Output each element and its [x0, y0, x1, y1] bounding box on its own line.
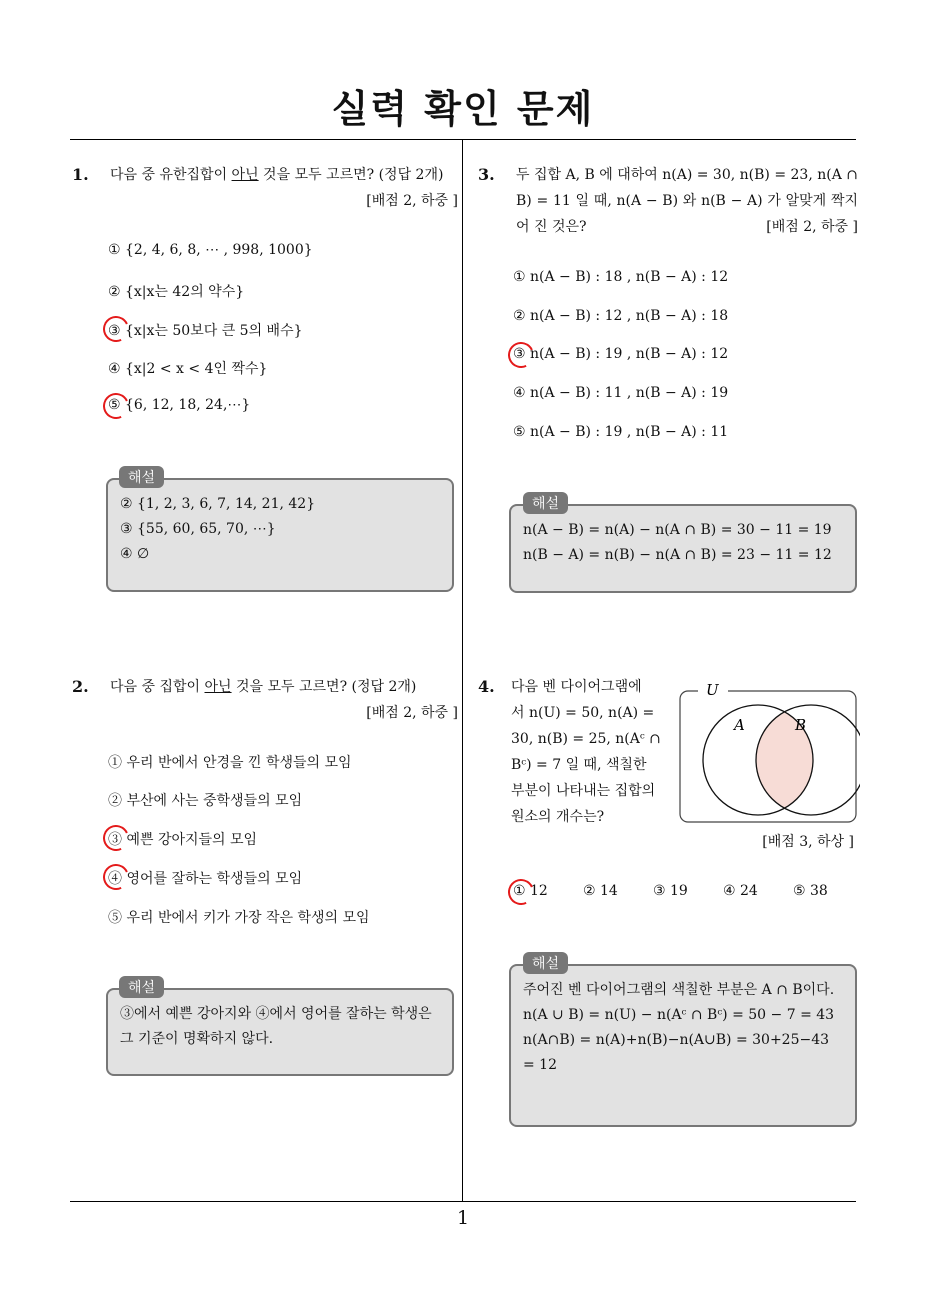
choice-5[interactable]: ⑤ 우리 반에서 키가 가장 작은 학생의 모임	[108, 910, 370, 926]
question-number: 2.	[72, 677, 89, 696]
set-b-label: B	[795, 716, 807, 734]
question-3	[478, 162, 858, 240]
choice-2[interactable]: ② {x|x는 42의 약수}	[108, 284, 245, 300]
explanation-label: 해설	[523, 492, 568, 514]
explanation-line: ③ {55, 60, 65, 70, ⋯}	[120, 521, 276, 537]
choice-4[interactable]: ④ {x|2 < x < 4인 짝수}	[108, 361, 268, 377]
question-4	[478, 674, 668, 830]
question-2	[72, 674, 458, 726]
choice-3[interactable]: ③ 19	[653, 883, 688, 899]
explanation-line: n(B − A) = n(B) − n(A ∩ B) = 23 − 11 = 12	[523, 547, 832, 563]
explanation-box	[509, 964, 857, 1127]
choice-2[interactable]: ② 부산에 사는 중학생들의 모임	[108, 793, 303, 809]
explanation-line: ② {1, 2, 3, 6, 7, 14, 21, 42}	[120, 496, 316, 512]
bottom-divider	[70, 1201, 856, 1202]
explanation-box	[509, 504, 857, 593]
explanation-line: n(A ∪ B) = n(U) − n(Aᶜ ∩ Bᶜ) = 50 − 7 = 43	[523, 1007, 835, 1023]
question-number: 4.	[478, 677, 495, 696]
page-title: 실력 확인 문제	[331, 87, 595, 131]
choice-4[interactable]: ④ n(A − B) : 11 , n(B − A) : 19	[513, 385, 729, 401]
explanation-box	[106, 988, 454, 1076]
explanation-line: 주어진 벤 다이어그램의 색칠한 부분은 A ∩ B이다.	[523, 982, 835, 998]
choice-4[interactable]: ④ 24	[723, 883, 758, 899]
choice-5[interactable]: ⑤ n(A − B) : 19 , n(B − A) : 11	[513, 424, 729, 440]
explanation-line: n(A − B) = n(A) − n(A ∩ B) = 30 − 11 = 19	[523, 522, 832, 538]
choice-1[interactable]: ① 12	[513, 883, 548, 899]
explanation-line: ④ ∅	[120, 546, 150, 562]
explanation-text: ③에서 예쁜 강아지와 ④에서 영어를 잘하는 학생은 그 기준이 명확하지 않다.	[120, 1006, 432, 1047]
answer-mark	[99, 389, 132, 422]
choice-1[interactable]: ① {2, 4, 6, 8, ⋯ , 998, 1000}	[108, 242, 313, 258]
question-text: 다음 중 유한집합이 아닌 것을 모두 고르면? (정답 2개)	[110, 167, 444, 183]
answer-mark	[99, 312, 132, 345]
question-text: 다음 중 집합이 아닌 것을 모두 고르면? (정답 2개)	[110, 679, 417, 695]
choice-4[interactable]: ④ 영어를 잘하는 학생들의 모임	[108, 871, 303, 887]
universe-label: U	[706, 681, 719, 699]
score-label: [배점 2, 하중 ]	[366, 193, 458, 209]
choice-5[interactable]: ⑤ {6, 12, 18, 24,⋯}	[108, 397, 251, 413]
explanation-label: 해설	[523, 952, 568, 974]
choice-2[interactable]: ② n(A − B) : 12 , n(B − A) : 18	[513, 308, 729, 324]
choice-3[interactable]: ③ n(A − B) : 19 , n(B − A) : 12	[513, 346, 729, 362]
answer-mark	[504, 338, 537, 371]
top-divider	[70, 139, 856, 140]
question-1	[72, 162, 458, 214]
question-number: 1.	[72, 165, 89, 184]
explanation-label: 해설	[119, 976, 164, 998]
question-number: 3.	[478, 165, 495, 184]
choice-1[interactable]: ① n(A − B) : 18 , n(B − A) : 12	[513, 269, 729, 285]
set-a-label: A	[734, 716, 745, 734]
score-label: [배점 2, 하중 ]	[366, 705, 458, 721]
question-text: 두 집합 A, B 에 대하여 n(A) = 30, n(B) = 23, n(A ∩ B) = 11 일 때, n(A − B) 와 n(B − A) 가 알맞게 짝지어 진 것은?	[516, 167, 858, 235]
column-divider	[462, 139, 463, 1201]
explanation-box	[106, 478, 454, 592]
choice-3[interactable]: ③ {x|x는 50보다 큰 5의 배수}	[108, 323, 303, 339]
answer-mark	[99, 860, 132, 893]
question-text: 다음 벤 다이어그램에 서 n(U) = 50, n(A) = 30, n(B) = 25, n(Aᶜ ∩ Bᶜ) = 7 일 때, 색칠한 부분이 나타내는 집합의 원소의 개수는?	[511, 679, 661, 825]
answer-mark	[504, 875, 537, 908]
answer-mark	[99, 821, 132, 854]
explanation-line: n(A∩B) = n(A)+n(B)−n(A∪B) = 30+25−43 = 12	[523, 1032, 830, 1073]
choice-3[interactable]: ③ 예쁜 강아지들의 모임	[108, 832, 258, 848]
venn-diagram	[676, 678, 860, 826]
choice-2[interactable]: ② 14	[583, 883, 618, 899]
explanation-label: 해설	[119, 466, 164, 488]
choice-5[interactable]: ⑤ 38	[793, 883, 828, 899]
page-number: 1	[456, 1207, 470, 1229]
score-label: [배점 2, 하중 ]	[766, 219, 858, 235]
score-label: [배점 3, 하상 ]	[762, 834, 854, 850]
score-container	[700, 829, 854, 855]
choice-1[interactable]: ① 우리 반에서 안경을 낀 학생들의 모임	[108, 755, 352, 771]
